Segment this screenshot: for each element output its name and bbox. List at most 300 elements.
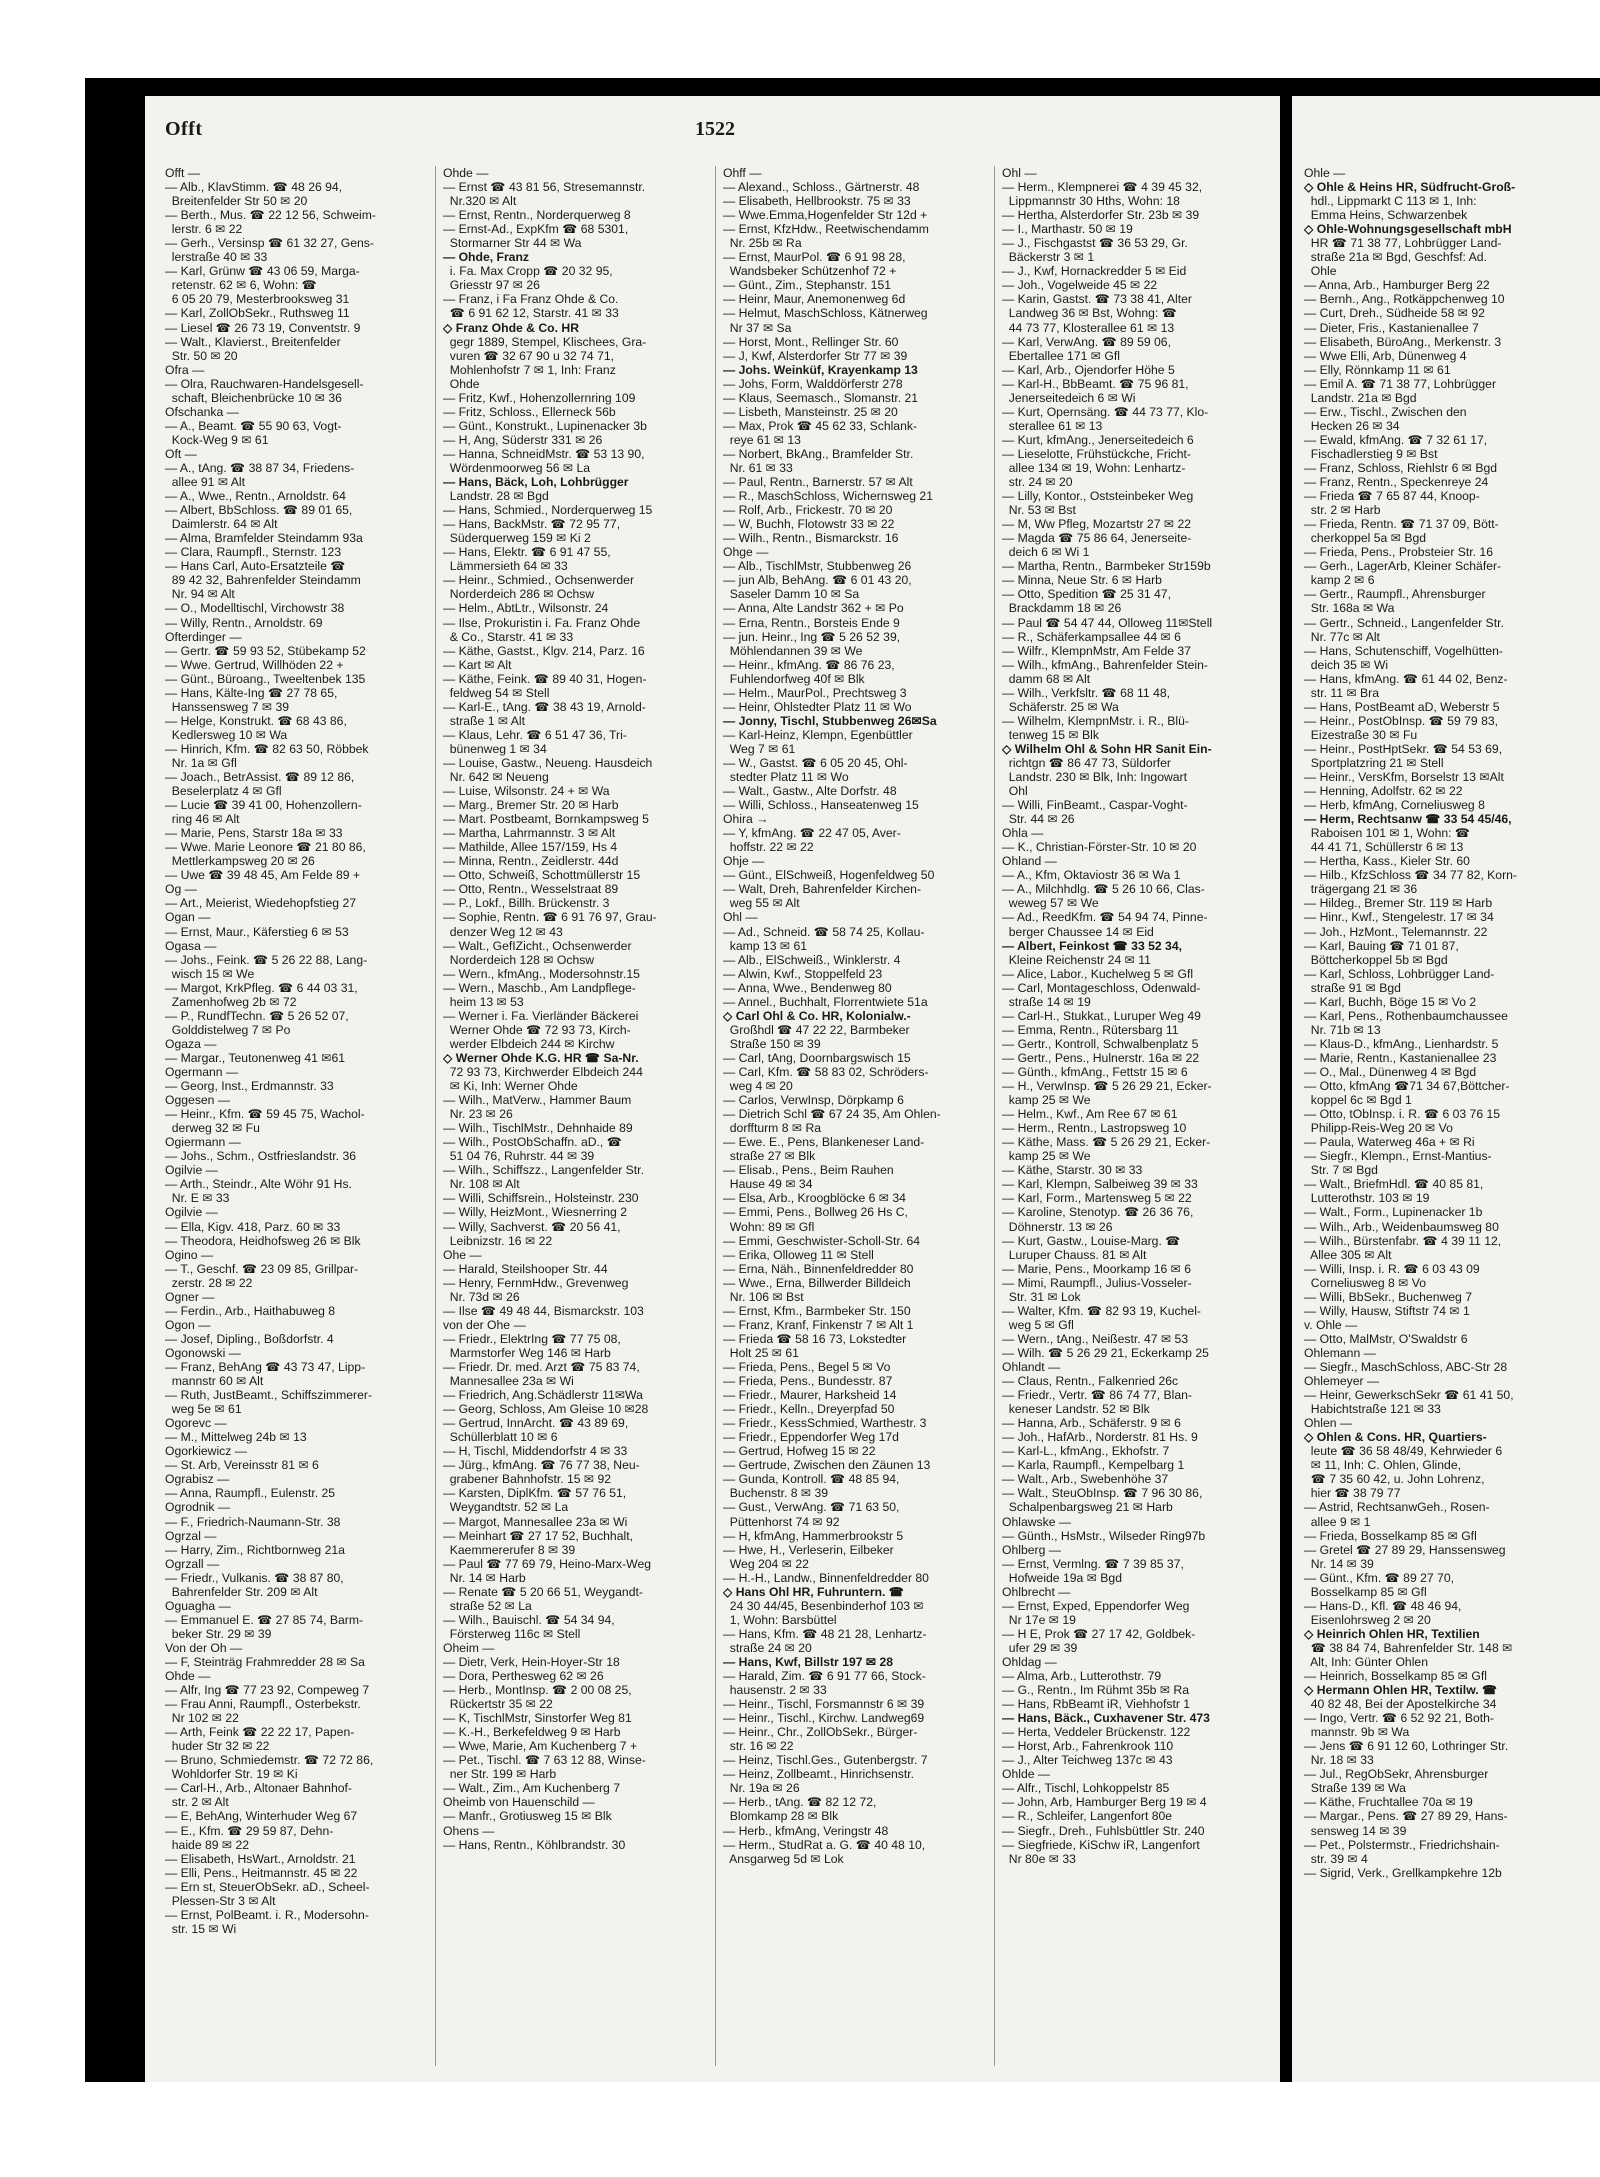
directory-entry-line: — Käthe, Mass. ☎ 5 26 29 21, Ecker- bbox=[1002, 1135, 1211, 1150]
directory-entry-line: — Karl, Arb., Ojendorfer Höhe 5 bbox=[1002, 362, 1175, 377]
directory-entry-line: — Alb., KlavStimm. ☎ 48 26 94, bbox=[165, 180, 343, 195]
directory-entry-line: — Frieda, Pens., Bundesstr. 87 bbox=[723, 1374, 893, 1389]
directory-entry-line: — Frieda, Bosselkamp 85 ✉ Gfl bbox=[1304, 1528, 1477, 1543]
directory-entry-line: — Karin, Gastst. ☎ 73 38 41, Alter bbox=[1002, 292, 1192, 307]
directory-entry-line: Ogon — bbox=[165, 1317, 211, 1332]
directory-entry-line: — Emmanuel E. ☎ 27 85 74, Barm- bbox=[165, 1612, 364, 1627]
directory-entry-line: — Walt., BriefmHdl. ☎ 40 85 81, bbox=[1304, 1177, 1484, 1192]
directory-entry-line: ◇ Wilhelm Ohl & Sohn HR Sanit Ein- bbox=[1002, 741, 1212, 756]
directory-entry-line: — Albert, Feinkost ☎ 33 52 34, bbox=[1002, 938, 1182, 953]
directory-entry-line: Emma Heins, Schwarzenbek bbox=[1304, 208, 1468, 223]
directory-entry-line: deich 35 ✉ Wi bbox=[1304, 657, 1389, 672]
directory-entry-line: leute ☎ 36 58 48/49, Kehrwieder 6 bbox=[1304, 1444, 1503, 1459]
directory-entry-line: — Friedr., KessSchmied, Warthestr. 3 bbox=[723, 1416, 927, 1431]
directory-entry-line: Ogermann — bbox=[165, 1065, 239, 1079]
directory-entry-line: — Walt., Klavierst., Breitenfelder bbox=[165, 334, 341, 349]
directory-entry-line: — Wwe., Erna, Billwerder Billdeich bbox=[723, 1275, 911, 1290]
directory-entry-line: Kaemmererufer 8 ✉ 39 bbox=[443, 1542, 576, 1557]
directory-entry-line: — Sophie, Rentn. ☎ 6 91 76 97, Grau- bbox=[443, 910, 657, 925]
directory-entry-line: Straße 150 ✉ 39 bbox=[723, 1036, 821, 1051]
directory-entry-line: Landstr. 28 ✉ Bgd bbox=[443, 489, 549, 504]
directory-entry-line: — Franz, Kranf, Finkenstr 7 ✉ Alt 1 bbox=[723, 1317, 914, 1332]
page-header bbox=[165, 118, 1270, 142]
directory-entry-line: — Hinr., Kwf., Stengelestr. 17 ✉ 34 bbox=[1304, 910, 1494, 925]
directory-entry-line: — Herb, kfmAng, Corneliusweg 8 bbox=[1304, 798, 1485, 813]
directory-entry-line: — Hertha, Alsterdorfer Str. 23b ✉ 39 bbox=[1002, 208, 1200, 223]
directory-entry-line: allee 91 ✉ Alt bbox=[165, 475, 245, 490]
directory-entry-line: — Fritz, Kwf., Hohenzollernring 109 bbox=[443, 390, 636, 405]
directory-entry-line: — Gertrud, Hofweg 15 ✉ 22 bbox=[723, 1444, 876, 1459]
directory-entry-line: — Wern., Maschb., Am Landpflege- bbox=[443, 980, 636, 995]
directory-entry-line: — Alb., TischlMstr, Stubbenweg 26 bbox=[723, 559, 912, 574]
directory-entry-line: Wandsbeker Schützenhof 72 + bbox=[723, 264, 897, 279]
directory-entry-line: straße 27 ✉ Blk bbox=[723, 1149, 816, 1164]
directory-entry-line: gegr 1889, Stempel, Klischees, Gra- bbox=[443, 334, 647, 349]
directory-entry-line: — Magda ☎ 75 86 64, Jenerseite- bbox=[1002, 531, 1192, 546]
directory-entry-line: — Alb., ElSchweiß., Winklerstr. 4 bbox=[723, 952, 901, 967]
directory-entry-line: — Harry, Zim., Richtbornweg 21a bbox=[165, 1542, 345, 1557]
directory-entry-line: — Uwe ☎ 39 48 45, Am Felde 89 + bbox=[165, 868, 361, 883]
directory-entry-line: — Siegfr., Dreh., Fuhlsbüttler Str. 240 bbox=[1002, 1823, 1205, 1838]
directory-entry-line: — Elisab., Pens., Beim Rauhen bbox=[723, 1163, 894, 1178]
directory-entry-line: — Wwe. Marie Leonore ☎ 21 80 86, bbox=[165, 840, 366, 855]
directory-entry-line: — H.-H., Landw., Binnenfeldredder 80 bbox=[723, 1570, 929, 1585]
directory-entry-line: Nr. 77c ✉ Alt bbox=[1304, 629, 1380, 644]
directory-entry-line: — Heinr., VersKfm, Borselstr 13 ✉Alt bbox=[1304, 770, 1504, 785]
directory-entry-line: — Otto, Rentn., Wesselstraat 89 bbox=[443, 882, 619, 897]
directory-entry-line: — Alwin, Kwf., Stoppelfeld 23 bbox=[723, 966, 883, 981]
directory-entry-line: — Wilh., MatVerw., Hammer Baum bbox=[443, 1093, 632, 1108]
directory-entry-line: Ohlde — bbox=[1002, 1767, 1051, 1782]
directory-entry-line: — Carl-H., Stukkat., Luruper Weg 49 bbox=[1002, 1008, 1201, 1023]
directory-entry-line: ◇ Carl Ohl & Co. HR, Kolonialw.- bbox=[723, 1008, 911, 1023]
directory-entry-line: — Erna, Rentn., Borsteis Ende 9 bbox=[723, 615, 900, 630]
directory-entry-line: 1, Wohn: Barsbüttel bbox=[723, 1612, 837, 1627]
directory-entry-line: — Heinz, Zollbeamt., Hinrichsenstr. bbox=[723, 1767, 915, 1782]
directory-entry-line: — Horst, Arb., Fahrenkrook 110 bbox=[1002, 1739, 1174, 1754]
directory-entry-line: — Walt, Dreh, Bahrenfelder Kirchen- bbox=[723, 882, 922, 897]
directory-entry-line: — Ella, Kigv. 418, Parz. 60 ✉ 33 bbox=[165, 1219, 341, 1234]
directory-entry-line: — Bernh., Ang., Rotkäppchenweg 10 bbox=[1304, 292, 1505, 307]
directory-entry-line: — Günt., Zim., Stephanstr. 151 bbox=[723, 278, 891, 293]
directory-entry-line: feldweg 54 ✉ Stell bbox=[443, 685, 550, 700]
directory-entry-line: Nr. E ✉ 33 bbox=[165, 1191, 230, 1206]
directory-entry-line: allee 134 ✉ 19, Wohn: Lenhartz- bbox=[1002, 460, 1186, 475]
directory-entry-line: — F, Steinträg Frahmredder 28 ✉ Sa bbox=[165, 1654, 365, 1669]
directory-entry-line: — Hans, Rentn., Köhlbrandstr. 30 bbox=[443, 1837, 626, 1852]
directory-entry-line: — Wilh., Rentn., Bismarckstr. 16 bbox=[723, 531, 899, 546]
directory-entry-line: — Günt., Konstrukt., Lupinenacker 3b bbox=[443, 418, 647, 433]
directory-entry-line: Ohens — bbox=[443, 1823, 495, 1838]
directory-entry-line: 40 82 48, Bei der Apostelkirche 34 bbox=[1304, 1697, 1497, 1712]
directory-entry-line: — Franz, Rentn., Speckenreye 24 bbox=[1304, 475, 1489, 490]
directory-entry-line: — Karl, ZollObSekr., Ruthsweg 11 bbox=[165, 306, 350, 321]
directory-entry-line: dorffturm 8 ✉ Ra bbox=[723, 1121, 822, 1136]
directory-entry-line: — Willi, Schiffsrein., Holsteinstr. 230 bbox=[443, 1191, 639, 1206]
directory-entry-line: — Hwe, H., Verleserin, Eilbeker bbox=[723, 1542, 894, 1557]
directory-entry-line: — Berth., Mus. ☎ 22 12 56, Schweim- bbox=[165, 208, 376, 223]
directory-entry-line: — Ferdin., Arb., Haithabuweg 8 bbox=[165, 1303, 336, 1318]
directory-entry-line: — Otto, Spedition ☎ 25 31 47, bbox=[1002, 587, 1171, 602]
directory-entry-line: Ohle bbox=[1304, 264, 1337, 279]
directory-entry-line: — Walt., GefIZicht., Ochsenwerder bbox=[443, 938, 632, 953]
directory-entry-line: straße 1 ✉ Alt bbox=[443, 713, 526, 728]
column-1 bbox=[165, 166, 427, 2066]
directory-entry-line: — Joach., BetrAssist. ☎ 89 12 86, bbox=[165, 770, 355, 785]
directory-entry-line: — Heinr, Maur, Anemonenweg 6d bbox=[723, 292, 906, 307]
directory-entry-line: Ogasa — bbox=[165, 938, 217, 953]
directory-entry-line: — P., Lokf., Billh. Brückenstr. 3 bbox=[443, 896, 610, 911]
directory-entry-line: Ohje — bbox=[723, 854, 765, 869]
directory-entry-line: — Willi, BbSekr., Buchenweg 7 bbox=[1304, 1289, 1472, 1304]
directory-entry-line: Wohldorfer Str. 19 ✉ Ki bbox=[165, 1767, 298, 1782]
directory-entry-line: — Karl, Klempn, Salbeiweg 39 ✉ 33 bbox=[1002, 1177, 1198, 1192]
directory-entry-line: — Anna, Alte Landstr 362 + ✉ Po bbox=[723, 601, 904, 616]
directory-entry-line: — Dietr, Verk, Hein-Hoyer-Str 18 bbox=[443, 1654, 620, 1669]
directory-entry-line: Luruper Chauss. 81 ✉ Alt bbox=[1002, 1247, 1147, 1262]
directory-entry-line: — Johs, Form, Walddörferstr 278 bbox=[723, 376, 903, 391]
directory-entry-line: — Marg., Bremer Str. 20 ✉ Harb bbox=[443, 798, 619, 813]
directory-entry-line: — Ernst, Exped, Eppendorfer Weg bbox=[1002, 1598, 1190, 1613]
directory-entry-line: str. 15 ✉ Wi bbox=[165, 1921, 237, 1936]
directory-entry-line: — Gertrude, Zwischen den Zäunen 13 bbox=[723, 1458, 931, 1473]
directory-entry-line: Ohl bbox=[1002, 784, 1028, 799]
directory-entry-line: — Jul., RegObSekr, Ahrensburger bbox=[1304, 1767, 1489, 1782]
directory-entry-line: Breitenfelder Str 50 ✉ 20 bbox=[165, 194, 308, 209]
directory-entry-line: — Margot, Mannesallee 23a ✉ Wi bbox=[443, 1514, 628, 1529]
directory-entry-line: straße 21a ✉ Bgd, Geschfsf: Ad. bbox=[1304, 250, 1487, 265]
directory-entry-line: — Bruno, Schmiedemstr. ☎ 72 72 86, bbox=[165, 1753, 374, 1768]
directory-entry-line: ☎ 38 84 74, Bahrenfelder Str. 148 ✉ bbox=[1304, 1640, 1513, 1655]
directory-entry-line: — Mathilde, Allee 157/159, Hs 4 bbox=[443, 840, 618, 855]
directory-entry-line: — Hans, Bäck., Cuxhavener Str. 473 bbox=[1002, 1711, 1210, 1726]
directory-entry-line: ◇ Werner Ohde K.G. HR ☎ Sa-Nr. bbox=[443, 1050, 639, 1065]
directory-entry-line: 51 04 76, Ruhrstr. 44 ✉ 39 bbox=[443, 1149, 595, 1164]
directory-entry-line: — Dora, Perthesweg 62 ✉ 26 bbox=[443, 1669, 604, 1684]
directory-entry-line: — Hinrich, Kfm. ☎ 82 63 50, Röbbek bbox=[165, 741, 369, 756]
directory-entry-line: Oggesen — bbox=[165, 1093, 231, 1108]
directory-entry-line: Bosselkamp 85 ✉ Gfl bbox=[1304, 1584, 1427, 1599]
directory-entry-line: ☎ 6 91 62 12, Starstr. 41 ✉ 33 bbox=[443, 306, 619, 321]
directory-entry-line: Ogaza — bbox=[165, 1036, 217, 1051]
directory-entry-line: — Georg, Schloss, Am Gleise 10 ✉28 bbox=[443, 1402, 649, 1417]
directory-entry-line: keneser Landstr. 52 ✉ Blk bbox=[1002, 1402, 1150, 1417]
directory-entry-line: deich 6 ✉ Wi 1 bbox=[1002, 545, 1090, 560]
directory-entry-line: — Martha, Lahrmannstr. 3 ✉ Alt bbox=[443, 826, 616, 841]
directory-entry-line: Weygandtstr. 52 ✉ La bbox=[443, 1500, 569, 1515]
directory-entry-line: — O., Mal., Dünenweg 4 ✉ Bgd bbox=[1304, 1065, 1477, 1079]
directory-entry-line: — Lilly, Kontor., Oststeinbeker Weg bbox=[1002, 489, 1194, 504]
directory-entry-line: — Hans, Kwf, Billstr 197 ✉ 28 bbox=[723, 1654, 894, 1669]
directory-entry-line: Ansgarweg 5d ✉ Lok bbox=[723, 1851, 844, 1866]
directory-entry-line: — Hanna, SchneidMstr. ☎ 53 13 90, bbox=[443, 446, 645, 461]
directory-entry-line: Ogrzall — bbox=[165, 1556, 220, 1571]
directory-entry-line: — Walt., Zim., Am Kuchenberg 7 bbox=[443, 1781, 621, 1796]
directory-entry-line: — Kart ✉ Alt bbox=[443, 657, 512, 672]
directory-entry-line: — Gretel ☎ 27 89 29, Hanssensweg bbox=[1304, 1542, 1506, 1557]
directory-entry-line: ◇ Heinrich Ohlen HR, Textilien bbox=[1304, 1626, 1480, 1641]
directory-entry-line: vuren ☎ 32 67 90 u 32 74 71, bbox=[443, 348, 615, 363]
directory-entry-line: — Wern., tAng., Neißestr. 47 ✉ 53 bbox=[1002, 1331, 1189, 1346]
directory-entry-line: — Hans, Schutenschiff, Vogelhütten- bbox=[1304, 643, 1503, 658]
directory-entry-line: — Klaus, Seemasch., Slomanstr. 21 bbox=[723, 390, 919, 405]
directory-entry-line: — Anna, Raumpfl., Eulenstr. 25 bbox=[165, 1486, 336, 1501]
directory-entry-line: Püttenhorst 74 ✉ 92 bbox=[723, 1514, 840, 1529]
directory-entry-line: — Lieselotte, Frühstückche, Fricht- bbox=[1002, 446, 1191, 461]
directory-entry-line: Raboisen 101 ✉ 1, Wohn: ☎ bbox=[1304, 826, 1471, 841]
directory-entry-line: Weg 204 ✉ 22 bbox=[723, 1556, 809, 1571]
directory-entry-line: lerstraße 40 ✉ 33 bbox=[165, 250, 268, 265]
directory-entry-line: Holt 25 ✉ 61 bbox=[723, 1345, 799, 1360]
directory-entry-line: — Gertrud, InnArcht. ☎ 43 89 69, bbox=[443, 1416, 629, 1431]
directory-entry-line: — M, Ww Pfleg, Mozartstr 27 ✉ 22 bbox=[1002, 517, 1192, 532]
directory-entry-line: — Margar., Teutonenweg 41 ✉61 bbox=[165, 1050, 346, 1065]
directory-entry-line: — Carl, tAng, Doornbargswisch 15 bbox=[723, 1050, 911, 1065]
directory-entry-line: Jenerseitedeich 6 ✉ Wi bbox=[1002, 390, 1136, 405]
directory-page bbox=[145, 96, 1280, 2082]
directory-entry-line: — Rolf, Arb., Frickestr. 70 ✉ 20 bbox=[723, 503, 893, 518]
directory-entry-line: — Ad., Schneid. ☎ 58 74 25, Kollau- bbox=[723, 924, 925, 939]
directory-entry-line: — Jonny, Tischl, Stubbenweg 26✉Sa bbox=[723, 713, 937, 728]
directory-entry-line: Ogner — bbox=[165, 1289, 215, 1304]
directory-entry-line: Ogilvie — bbox=[165, 1205, 218, 1220]
directory-entry-line: — Henning, Adolfstr. 62 ✉ 22 bbox=[1304, 784, 1463, 799]
directory-entry-line: — Karl-E., tAng. ☎ 38 43 19, Arnold- bbox=[443, 699, 646, 714]
directory-entry-line: — Karl, Bauing ☎ 71 01 87, bbox=[1304, 938, 1459, 953]
directory-entry-line: — O., Modelltischl, Virchowstr 38 bbox=[165, 601, 345, 616]
directory-entry-line: Griesstr 97 ✉ 26 bbox=[443, 278, 540, 293]
directory-entry-line: HR ☎ 71 38 77, Lohbrügger Land- bbox=[1304, 236, 1502, 251]
directory-entry-line: — Heinrich, Bosselkamp 85 ✉ Gfl bbox=[1304, 1669, 1487, 1684]
directory-entry-line: Oheimb von Hauenschild — bbox=[443, 1795, 595, 1810]
directory-entry-line: Ohlandt — bbox=[1002, 1359, 1061, 1374]
directory-entry-line: Ohl — bbox=[1002, 166, 1037, 180]
directory-entry-line: — Otto, tObInsp. i. R. ☎ 6 03 76 15 bbox=[1304, 1107, 1501, 1122]
directory-entry-line: — Willy, Sachverst. ☎ 20 56 41, bbox=[443, 1219, 621, 1234]
directory-entry-line: — Herm., Klempnerei ☎ 4 39 45 32, bbox=[1002, 180, 1203, 195]
directory-entry-line: — Wilh. ☎ 5 26 29 21, Eckerkamp 25 bbox=[1002, 1345, 1209, 1360]
directory-entry-line: — R., Schäferkampsallee 44 ✉ 6 bbox=[1002, 629, 1181, 644]
directory-entry-line: — Friedr., ElektrIng ☎ 77 75 08, bbox=[443, 1331, 621, 1346]
directory-entry-line: — Hans, Bäck, Loh, Lohbrügger bbox=[443, 475, 629, 490]
directory-entry-line: — Gertr., Raumpfl., Ahrensburger bbox=[1304, 587, 1486, 602]
directory-entry-line: von der Ohe — bbox=[443, 1317, 526, 1332]
directory-entry-line: werder Elbdeich 244 ✉ Kirchw bbox=[443, 1036, 615, 1051]
directory-entry-line: str. 2 ✉ Harb bbox=[1304, 503, 1381, 518]
directory-entry-line: zerstr. 28 ✉ 22 bbox=[165, 1275, 253, 1290]
directory-entry-line: Nr. 25b ✉ Ra bbox=[723, 236, 802, 251]
directory-entry-line: — Paula, Waterweg 46a + ✉ Ri bbox=[1304, 1135, 1475, 1150]
directory-entry-line: — Elisabeth, HsWart., Arnoldstr. 21 bbox=[165, 1851, 356, 1866]
directory-entry-line: — Heinr, Ohlstedter Platz 11 ✉ Wo bbox=[723, 699, 912, 714]
directory-entry-line: — Carl-H., Arb., Altonaer Bahnhof- bbox=[165, 1781, 352, 1796]
directory-entry-line: — Wwe. Gertrud, Willhöden 22 + bbox=[165, 657, 344, 672]
directory-entry-line: — Wwe, Marie, Am Kuchenberg 7 + bbox=[443, 1739, 638, 1754]
directory-entry-line: — Lisbeth, Mansteinstr. 25 ✉ 20 bbox=[723, 404, 898, 419]
directory-entry-line: — Gertr., Pens., Hulnerstr. 16a ✉ 22 bbox=[1002, 1050, 1200, 1065]
directory-entry-line: Ohlen — bbox=[1304, 1416, 1353, 1431]
directory-entry-line: — Otto, MalMstr, O'Swaldstr 6 bbox=[1304, 1331, 1468, 1346]
directory-entry-line: Nr. 108 ✉ Alt bbox=[443, 1177, 520, 1192]
directory-entry-line: — Wilh., PostObSchaffn. aD., ☎ bbox=[443, 1135, 622, 1150]
directory-entry-line: wisch 15 ✉ We bbox=[165, 966, 255, 981]
directory-entry-line: — Martha, Rentn., Barmbeker Str159b bbox=[1002, 559, 1211, 574]
directory-entry-line: Ogrodnik — bbox=[165, 1500, 231, 1515]
directory-entry-line: Offt — bbox=[165, 166, 200, 180]
directory-entry-line: kamp 25 ✉ We bbox=[1002, 1093, 1091, 1108]
directory-entry-line: Eizestraße 30 ✉ Fu bbox=[1304, 727, 1418, 742]
directory-entry-line: — Friedr., Eppendorfer Weg 17d bbox=[723, 1430, 899, 1445]
directory-entry-line: — Willy, Hausw, Stiftstr 74 ✉ 1 bbox=[1304, 1303, 1470, 1318]
directory-entry-line: Ebertallee 171 ✉ Gfl bbox=[1002, 348, 1120, 363]
directory-entry-line: — Georg, Inst., Erdmannstr. 33 bbox=[165, 1079, 334, 1094]
directory-entry-line: Hofweide 19a ✉ Bgd bbox=[1002, 1570, 1122, 1585]
directory-entry-line: — Karla, Raumpfl., Kempelbarg 1 bbox=[1002, 1458, 1185, 1473]
directory-entry-line: Blomkamp 28 ✉ Blk bbox=[723, 1809, 839, 1824]
directory-entry-line: kamp 2 ✉ 6 bbox=[1304, 573, 1375, 588]
directory-entry-line: — E., Kfm. ☎ 29 59 87, Dehn- bbox=[165, 1823, 334, 1838]
directory-entry-line: Leibnizstr. 16 ✉ 22 bbox=[443, 1233, 553, 1248]
directory-entry-line: straße 52 ✉ La bbox=[443, 1598, 532, 1613]
directory-entry-line: — Günt., Büroang., Tweeltenbek 135 bbox=[165, 671, 366, 686]
directory-entry-line: Brackdamm 18 ✉ 26 bbox=[1002, 601, 1122, 616]
directory-entry-line: — R., MaschSchloss, Wichernsweg 21 bbox=[723, 489, 933, 504]
directory-entry-line: Ograbisz — bbox=[165, 1472, 230, 1487]
directory-entry-line: Hause 49 ✉ 34 bbox=[723, 1177, 813, 1192]
directory-entry-line: — P., RundfTechn. ☎ 5 26 52 07, bbox=[165, 1008, 349, 1023]
directory-entry-line: — Jürg., kfmAng. ☎ 76 77 38, Neu- bbox=[443, 1458, 640, 1473]
directory-entry-line: — Mimi, Raumpfl., Julius-Vosseler- bbox=[1002, 1275, 1192, 1290]
directory-entry-line: — A., Wwe., Rentn., Arnoldstr. 64 bbox=[165, 489, 346, 504]
directory-entry-line: — Arth, Feink ☎ 22 22 17, Papen- bbox=[165, 1725, 355, 1740]
directory-entry-line: — Carl, Montageschloss, Odenwald- bbox=[1002, 980, 1201, 995]
directory-entry-line: Ohde — bbox=[165, 1669, 211, 1684]
directory-entry-line: Str. 168a ✉ Wa bbox=[1304, 601, 1395, 616]
directory-entry-line: — Anna, Arb., Hamburger Berg 22 bbox=[1304, 278, 1490, 293]
directory-entry-line: Ohlemann — bbox=[1304, 1345, 1376, 1360]
directory-entry-line: Oft — bbox=[165, 446, 197, 461]
directory-entry-line: — Herm, Rechtsanw ☎ 33 54 45/46, bbox=[1304, 812, 1512, 827]
directory-entry-line: — Helge, Konstrukt. ☎ 68 43 86, bbox=[165, 713, 347, 728]
directory-entry-line: Nr 17e ✉ 19 bbox=[1002, 1612, 1076, 1627]
directory-entry-line: haide 89 ✉ 22 bbox=[165, 1837, 250, 1852]
directory-entry-line: — Ernst ☎ 43 81 56, Stresemannstr. bbox=[443, 180, 646, 195]
directory-entry-line: Ofschanka — bbox=[165, 404, 239, 419]
directory-entry-line: str. 2 ✉ Alt bbox=[165, 1795, 229, 1810]
directory-entry-line: ring 46 ✉ Alt bbox=[165, 812, 240, 827]
directory-entry-line: Oguagha — bbox=[165, 1598, 231, 1613]
directory-entry-line: — Gertr. ☎ 59 93 52, Stübekamp 52 bbox=[165, 643, 366, 658]
directory-entry-line: Ohla — bbox=[1002, 826, 1044, 841]
directory-entry-line: — Heinr., kfmAng. ☎ 86 76 23, bbox=[723, 657, 895, 672]
directory-entry-line: Ogiermann — bbox=[165, 1135, 241, 1150]
directory-entry-line: — W., Gastst. ☎ 6 05 20 45, Ohl- bbox=[723, 755, 908, 770]
directory-entry-line: — Heinr., Kfm. ☎ 59 45 75, Wachol- bbox=[165, 1107, 365, 1122]
directory-entry-line: v. Ohle — bbox=[1304, 1317, 1358, 1332]
directory-entry-line: Zamenhofweg 2b ✉ 72 bbox=[165, 994, 297, 1009]
directory-entry-line: Ohff — bbox=[723, 166, 762, 180]
directory-entry-line: hoffstr. 22 ✉ 22 bbox=[723, 840, 814, 855]
directory-entry-line: berger Chaussee 14 ✉ Eid bbox=[1002, 924, 1154, 939]
directory-entry-line: — Ernst, Rentn., Norderquerweg 8 bbox=[443, 208, 631, 223]
directory-entry-line: — Karoline, Stenotyp. ☎ 26 36 76, bbox=[1002, 1205, 1194, 1220]
directory-entry-line: Eisenlohrsweg 2 ✉ 20 bbox=[1304, 1612, 1431, 1627]
directory-entry-line: straße 91 ✉ Bgd bbox=[1304, 980, 1401, 995]
directory-entry-line: allee 9 ✉ 1 bbox=[1304, 1514, 1371, 1529]
directory-entry-line: — Marie, Rentn., Kastanienallee 23 bbox=[1304, 1050, 1497, 1065]
directory-entry-line: — Henry, FernmHdw., Grevenweg bbox=[443, 1275, 629, 1290]
directory-entry-line: Nr. 642 ✉ Neueng bbox=[443, 770, 549, 785]
directory-entry-line: Buchenstr. 8 ✉ 39 bbox=[723, 1486, 829, 1501]
directory-entry-line: — Margar., Pens. ☎ 27 89 29, Hans- bbox=[1304, 1809, 1508, 1824]
directory-entry-line: — Joh., Vogelweide 45 ✉ 22 bbox=[1002, 278, 1158, 293]
directory-entry-line: — Frieda, Pens., Begel 5 ✉ Vo bbox=[723, 1359, 891, 1374]
directory-entry-line: Fischadlerstieg 9 ✉ Bst bbox=[1304, 446, 1438, 461]
directory-entry-line: — Karl, Buchh, Böge 15 ✉ Vo 2 bbox=[1304, 994, 1477, 1009]
directory-entry-line: — Emmi, Geschwister-Scholl-Str. 64 bbox=[723, 1233, 921, 1248]
directory-entry-line: — Otto, kfmAng ☎71 34 67,Böttcher- bbox=[1304, 1079, 1510, 1094]
directory-entry-line: — Herb., kfmAng, Veringstr 48 bbox=[723, 1823, 889, 1838]
directory-entry-line: — Hanna, Arb., Schäferstr. 9 ✉ 6 bbox=[1002, 1416, 1181, 1431]
directory-entry-line: — Hans, Elektr. ☎ 6 91 47 55, bbox=[443, 545, 611, 560]
directory-entry-line: — Friedr. Dr. med. Arzt ☎ 75 83 74, bbox=[443, 1359, 640, 1374]
directory-entry-line: Daimlerstr. 64 ✉ Alt bbox=[165, 517, 278, 532]
directory-entry-line: — Heinr., Tischl, Forsmannstr 6 ✉ 39 bbox=[723, 1697, 925, 1712]
directory-entry-line: — Liesel ☎ 26 73 19, Conventstr. 9 bbox=[165, 320, 361, 335]
directory-entry-line: Nr. 106 ✉ Bst bbox=[723, 1289, 804, 1304]
directory-entry-line: — Wilh., Arb., Weidenbaumsweg 80 bbox=[1304, 1219, 1499, 1234]
directory-entry-line: Ohl — bbox=[723, 910, 758, 925]
directory-entry-line: — jun. Heinr., Ing ☎ 5 26 52 39, bbox=[723, 629, 901, 644]
directory-entry-line: — J, Kwf, Alsterdorfer Str 77 ✉ 39 bbox=[723, 348, 908, 363]
directory-entry-line: — Paul, Rentn., Barnerstr. 57 ✉ Alt bbox=[723, 475, 913, 490]
directory-entry-line: — Elisabeth, Hellbrookstr. 75 ✉ 33 bbox=[723, 194, 911, 209]
directory-entry-line: Lutterothstr. 103 ✉ 19 bbox=[1304, 1191, 1430, 1206]
directory-entry-line: — Clara, Raumpfl., Sternstr. 123 bbox=[165, 545, 342, 560]
directory-entry-line: Fuhlendorfweg 40f ✉ Blk bbox=[723, 671, 865, 686]
directory-entry-line: — H., VerwInsp. ☎ 5 26 29 21, Ecker- bbox=[1002, 1079, 1212, 1094]
directory-entry-line: — Wilh., kfmAng., Bahrenfelder Stein- bbox=[1002, 657, 1208, 672]
directory-entry-line: — Meinhart ☎ 27 17 52, Buchhalt, bbox=[443, 1528, 633, 1543]
directory-entry-line: 44 41 71, Schüllerstr 6 ✉ 13 bbox=[1304, 840, 1464, 855]
directory-entry-line: — Frau Anni, Raumpfl., Osterbekstr. bbox=[165, 1697, 361, 1712]
directory-entry-line: heim 13 ✉ 53 bbox=[443, 994, 524, 1009]
directory-entry-line: — Fritz, Schloss., Ellerneck 56b bbox=[443, 404, 616, 419]
directory-entry-line: huder Str 32 ✉ 22 bbox=[165, 1739, 270, 1754]
directory-entry-line: — Hans, Schmied., Norderquerweg 15 bbox=[443, 503, 653, 518]
directory-entry-line: Ogan — bbox=[165, 910, 211, 925]
directory-entry-line: i. Fa. Max Cropp ☎ 20 32 95, bbox=[443, 264, 613, 279]
directory-entry-line: — Ernst, Kfm., Barmbeker Str. 150 bbox=[723, 1303, 911, 1318]
directory-entry-line: & Co., Starstr. 41 ✉ 33 bbox=[443, 629, 574, 644]
directory-entry-line: — M., Mittelweg 24b ✉ 13 bbox=[165, 1430, 307, 1445]
directory-entry-line: — Alma, Arb., Lutterothstr. 79 bbox=[1002, 1669, 1162, 1684]
directory-entry-line: — Hans-D., Kfl. ☎ 48 46 94, bbox=[1304, 1598, 1462, 1613]
directory-entry-line: — Hans, Kälte-Ing ☎ 27 78 65, bbox=[165, 685, 338, 700]
directory-entry-line: trägergang 21 ✉ 36 bbox=[1304, 882, 1418, 897]
directory-entry-line: — Kurt, Gastw., Louise-Marg. ☎ bbox=[1002, 1233, 1181, 1248]
directory-entry-line: — Elli, Pens., Heitmannstr. 45 ✉ 22 bbox=[165, 1865, 358, 1880]
directory-entry-line: — Pet., Polstermstr., Friedrichshain- bbox=[1304, 1837, 1500, 1852]
directory-entry-line: Nr. 14 ✉ Harb bbox=[443, 1570, 526, 1585]
directory-entry-line: — Günt., ElSchweiß, Hogenfeldweg 50 bbox=[723, 868, 935, 883]
directory-entry-line: — Walt., Form., Lupinenacker 1b bbox=[1304, 1205, 1483, 1220]
directory-entry-line: mannstr. 9b ✉ Wa bbox=[1304, 1725, 1410, 1740]
directory-entry-line: cherkoppel 5a ✉ Bgd bbox=[1304, 531, 1427, 546]
directory-entry-line: — E, BehAng, Winterhuder Weg 67 bbox=[165, 1809, 358, 1824]
directory-entry-line: ufer 29 ✉ 39 bbox=[1002, 1640, 1078, 1655]
directory-entry-line: Nr. 18 ✉ 33 bbox=[1304, 1753, 1374, 1768]
